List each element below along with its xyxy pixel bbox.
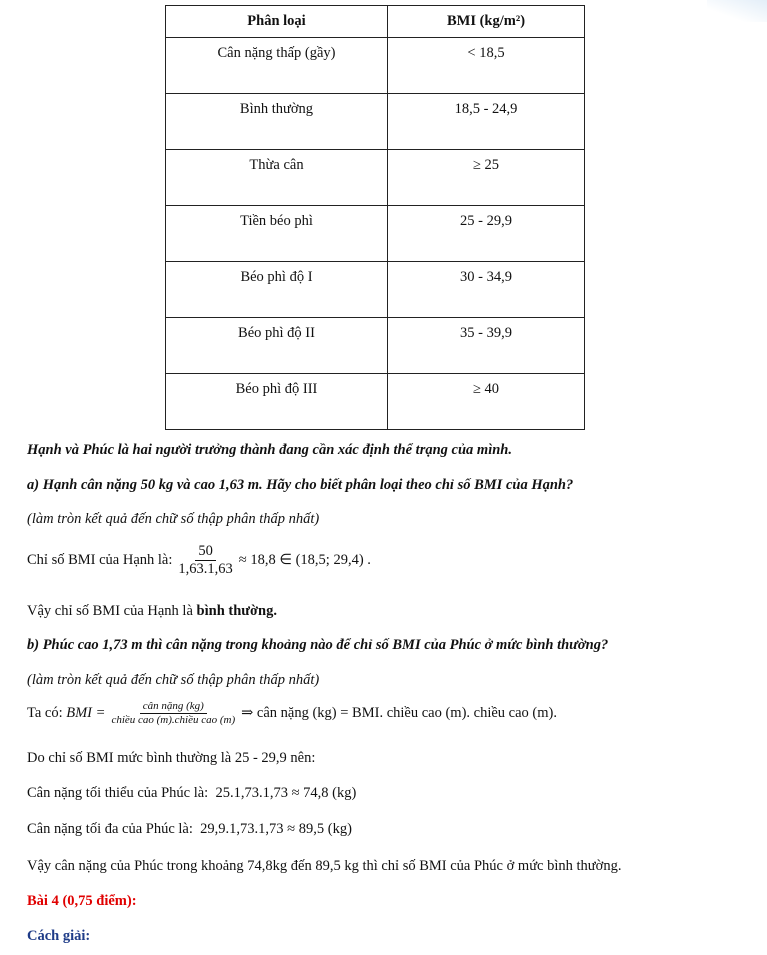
bmi-table: [165, 5, 585, 430]
table-header-row: [166, 6, 585, 38]
formula-denominator: chiều cao (m).chiều cao (m): [111, 714, 236, 726]
max-calc: 29,9.1,73.1,73 ≈ 89,5 (kg): [200, 821, 352, 837]
conclusion-prefix: Vậy chỉ số BMI của Hạnh là: [27, 603, 193, 619]
table-row: [166, 94, 585, 150]
formula-numerator: cân nặng (kg): [140, 700, 207, 714]
max-weight-line: [27, 821, 352, 838]
min-calc: 25.1,73.1,73 ≈ 74,8 (kg): [215, 785, 357, 801]
cell-bmi: ≥ 25: [388, 150, 585, 206]
calc-prefix: Chỉ số BMI của Hạnh là:: [27, 552, 173, 568]
bai4-heading: Bài 4 (0,75 điểm):: [27, 893, 137, 909]
cell-bmi: 30 - 34,9: [388, 262, 585, 318]
part-a-note: (làm tròn kết quả đến chữ số thập phân thấp nhất): [27, 511, 320, 527]
fraction-numerator: 50: [195, 543, 216, 561]
conclusion-result: bình thường.: [196, 603, 277, 619]
part-b-question: b) Phúc cao 1,73 m thì cân nặng trong khoảng nào để chỉ số BMI của Phúc ở mức bình thường?: [27, 637, 609, 653]
table-row: [166, 38, 585, 94]
header-bmi: BMI (kg/m²): [388, 6, 585, 38]
formula-suffix: ⇒ cân nặng (kg) = BMI. chiều cao (m). chiều cao (m).: [241, 705, 557, 721]
cell-bmi: 18,5 - 24,9: [388, 94, 585, 150]
header-classification: Phân loại: [166, 6, 388, 38]
cell-bmi: 35 - 39,9: [388, 318, 585, 374]
table-row: [166, 150, 585, 206]
table-row: [166, 374, 585, 430]
calc-result: ≈ 18,8 ∈ (18,5; 29,4) .: [238, 552, 371, 568]
table-row: [166, 262, 585, 318]
part-b-note: (làm tròn kết quả đến chữ số thập phân thấp nhất): [27, 672, 320, 688]
max-label: Cân nặng tối đa của Phúc là:: [27, 821, 193, 837]
cell-classification: Bình thường: [166, 94, 388, 150]
formula-lhs: BMI =: [66, 705, 106, 721]
corner-decoration: [707, 0, 767, 22]
fraction-denominator: 1,63.1,63: [178, 561, 233, 577]
cell-classification: Béo phì độ III: [166, 374, 388, 430]
cell-classification: Béo phì độ II: [166, 318, 388, 374]
cell-classification: Béo phì độ I: [166, 262, 388, 318]
cell-classification: Tiền béo phì: [166, 206, 388, 262]
part-b-conclusion: Vậy cân nặng của Phúc trong khoảng 74,8kg đến 89,5 kg thì chỉ số BMI của Phúc ở mức bình thường.: [27, 858, 622, 874]
formula-prefix: Ta có:: [27, 705, 63, 721]
min-label: Cân nặng tối thiểu của Phúc là:: [27, 785, 209, 801]
intro-text: Hạnh và Phúc là hai người trưởng thành đang cần xác định thể trạng của mình.: [27, 442, 512, 458]
table-row: [166, 318, 585, 374]
formula-fraction: [108, 700, 238, 727]
part-a-question: a) Hạnh cân nặng 50 kg và cao 1,63 m. Hãy cho biết phân loại theo chỉ số BMI của Hạnh?: [27, 477, 574, 493]
bmi-fraction: [175, 543, 235, 578]
part-b-formula: [27, 700, 557, 727]
range-line: Do chỉ số BMI mức bình thường là 25 - 29,9 nên:: [27, 750, 316, 766]
cell-classification: Cân nặng thấp (gầy): [166, 38, 388, 94]
table-row: [166, 206, 585, 262]
part-a-calculation: [27, 543, 371, 578]
part-a-conclusion: [27, 603, 277, 620]
cell-bmi: < 18,5: [388, 38, 585, 94]
min-weight-line: [27, 785, 356, 802]
cell-bmi: 25 - 29,9: [388, 206, 585, 262]
cell-bmi: ≥ 40: [388, 374, 585, 430]
cach-giai-heading: Cách giải:: [27, 928, 91, 944]
cell-classification: Thừa cân: [166, 150, 388, 206]
